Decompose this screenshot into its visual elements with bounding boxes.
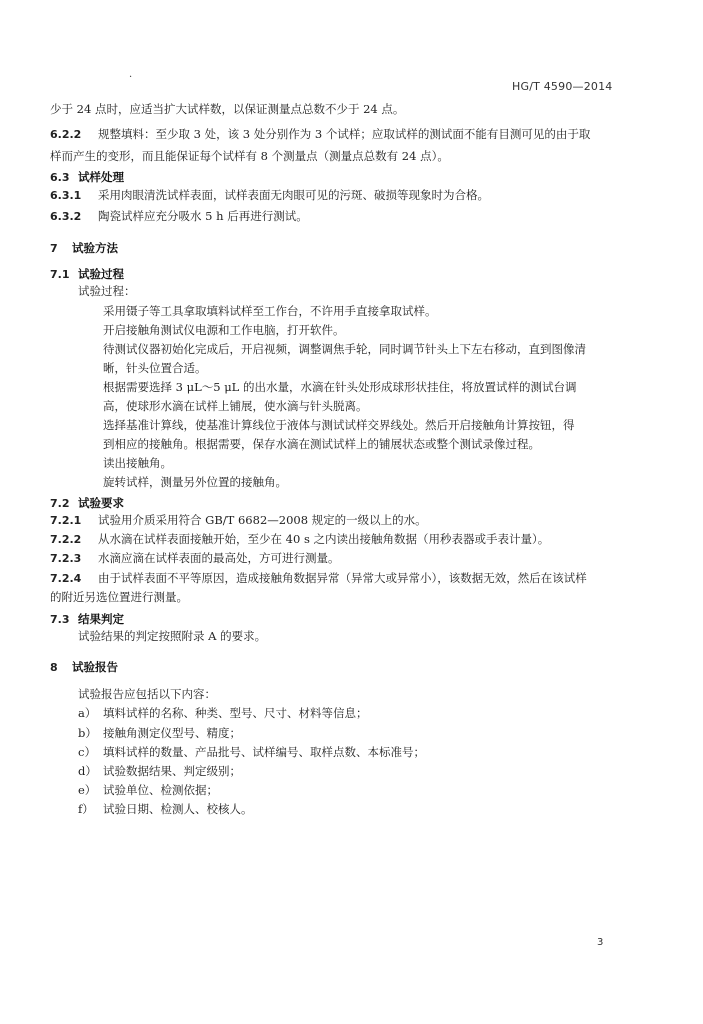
section-7-1-heading: [50, 266, 124, 282]
section-number: 7.3: [50, 613, 70, 626]
paragraph-line: 旋转试样，测量另外位置的接触角。: [103, 475, 287, 489]
clause-text: 水滴应滴在试样表面的最高处，方可进行测量。: [98, 551, 340, 565]
clause-number: 6.3.2: [50, 210, 82, 223]
clause-7-2-2: [50, 533, 549, 546]
list-item: [78, 803, 253, 816]
clause-number: 7.2.3: [50, 552, 82, 565]
list-text: 试验单位、检测依据；: [103, 783, 218, 797]
list-text: 填料试样的名称、种类、型号、尺寸、材料等信息；: [103, 706, 368, 720]
section-8-heading: [50, 659, 118, 675]
clause-text: 采用肉眼清洗试样表面，试样表面无肉眼可见的污斑、破损等现象时为合格。: [98, 188, 489, 202]
clause-text: 陶瓷试样应充分吸水 5 h 后再进行测试。: [98, 209, 308, 223]
section-number: 6.3: [50, 171, 70, 184]
paragraph-line: 样而产生的变形，而且能保证每个试样有 8 个测量点（测量点总数有 24 点）。: [50, 149, 449, 163]
paragraph-line: 根据需要选择 3 μL～5 μL 的出水量，水滴在针头处形成球形状挂住，将放置试样的测试台调: [103, 380, 577, 394]
section-number: 7.2: [50, 497, 70, 510]
list-item: [78, 746, 425, 759]
section-6-3-heading: [50, 169, 124, 185]
list-marker: f）: [78, 802, 94, 816]
clause-text: 试验用介质采用符合 GB/T 6682—2008 规定的一级以上的水。: [98, 513, 427, 527]
clause-number: 7.2.1: [50, 514, 82, 527]
clause-text: 由于试样表面不平等原因，造成接触角数据异常（异常大或异常小），该数据无效，然后在该试样: [98, 571, 587, 585]
paragraph-line: 少于 24 点时，应适当扩大试样数，以保证测量点总数不少于 24 点。: [50, 102, 405, 116]
list-item: [78, 765, 241, 778]
paragraph-line: 选择基准计算线，使基准计算线位于液体与测试试样交界线处。然后开启接触角计算按钮，得: [103, 418, 575, 432]
list-text: 填料试样的数量、产品批号、试样编号、取样点数、本标准号；: [103, 745, 425, 759]
paragraph-line: 待测试仪器初始化完成后，开启视频，调整调焦手轮，同时调节针头上下左右移动，直到图像清: [103, 342, 586, 356]
standard-id: HG/T 4590—2014: [512, 80, 613, 93]
clause-6-3-1: [50, 189, 489, 202]
paragraph-line: 采用镊子等工具拿取填料试样至工作台，不许用手直接拿取试样。: [103, 304, 437, 318]
paragraph-line: 试验报告应包括以下内容：: [78, 687, 216, 701]
clause-text: 规整填料：至少取 3 处，该 3 处分别作为 3 个试样；应取试样的测试面不能有目测可见的由于取: [98, 127, 591, 141]
list-text: 试验日期、检测人、校核人。: [103, 802, 253, 816]
clause-number: 6.2.2: [50, 128, 82, 141]
list-marker: d）: [78, 764, 97, 778]
section-title: 试验报告: [72, 660, 118, 674]
header-dot: ·: [129, 72, 133, 83]
paragraph-line: 高，使球形水滴在试样上铺展，使水滴与针头脱离。: [103, 399, 368, 413]
paragraph-line: 开启接触角测试仪电源和工作电脑，打开软件。: [103, 323, 345, 337]
clause-6-3-2: [50, 210, 308, 223]
section-title: 试样处理: [78, 170, 124, 184]
paragraph-line: 试验结果的判定按照附录 A 的要求。: [78, 629, 267, 643]
list-item: [78, 784, 218, 797]
paragraph-line: 到相应的接触角。根据需要，保存水滴在测试试样上的铺展状态或整个测试录像过程。: [103, 437, 540, 451]
list-item: [78, 727, 241, 740]
paragraph-line: 试验过程：: [78, 284, 136, 298]
list-marker: c）: [78, 745, 96, 759]
list-text: 接触角测定仪型号、精度；: [103, 726, 241, 740]
section-7-heading: [50, 240, 118, 256]
clause-text: 从水滴在试样表面接触开始，至少在 40 s 之内读出接触角数据（用秒表器或手表计量）。: [98, 532, 550, 546]
section-title: 试验要求: [78, 496, 124, 510]
paragraph-line: 读出接触角。: [103, 456, 172, 470]
section-7-3-heading: [50, 611, 124, 627]
clause-number: 7.2.4: [50, 572, 82, 585]
list-item: [78, 707, 368, 720]
section-number: 8: [50, 661, 58, 674]
clause-number: 7.2.2: [50, 533, 82, 546]
page-number: 3: [597, 937, 604, 948]
list-marker: e）: [78, 783, 97, 797]
section-number: 7: [50, 242, 58, 255]
paragraph-line: 的附近另选位置进行测量。: [50, 590, 188, 604]
section-title: 结果判定: [78, 612, 124, 626]
clause-7-2-3: [50, 552, 340, 565]
list-text: 试验数据结果、判定级别；: [103, 764, 241, 778]
paragraph-line: 晰，针头位置合适。: [103, 361, 207, 375]
clause-6-2-2: [50, 128, 590, 141]
clause-number: 6.3.1: [50, 189, 82, 202]
section-title: 试验方法: [72, 241, 118, 255]
section-title: 试验过程: [78, 267, 124, 281]
section-number: 7.1: [50, 268, 70, 281]
clause-7-2-1: [50, 514, 427, 527]
clause-7-2-4: [50, 572, 587, 585]
list-marker: b）: [78, 726, 97, 740]
section-7-2-heading: [50, 495, 124, 511]
list-marker: a）: [78, 706, 97, 720]
